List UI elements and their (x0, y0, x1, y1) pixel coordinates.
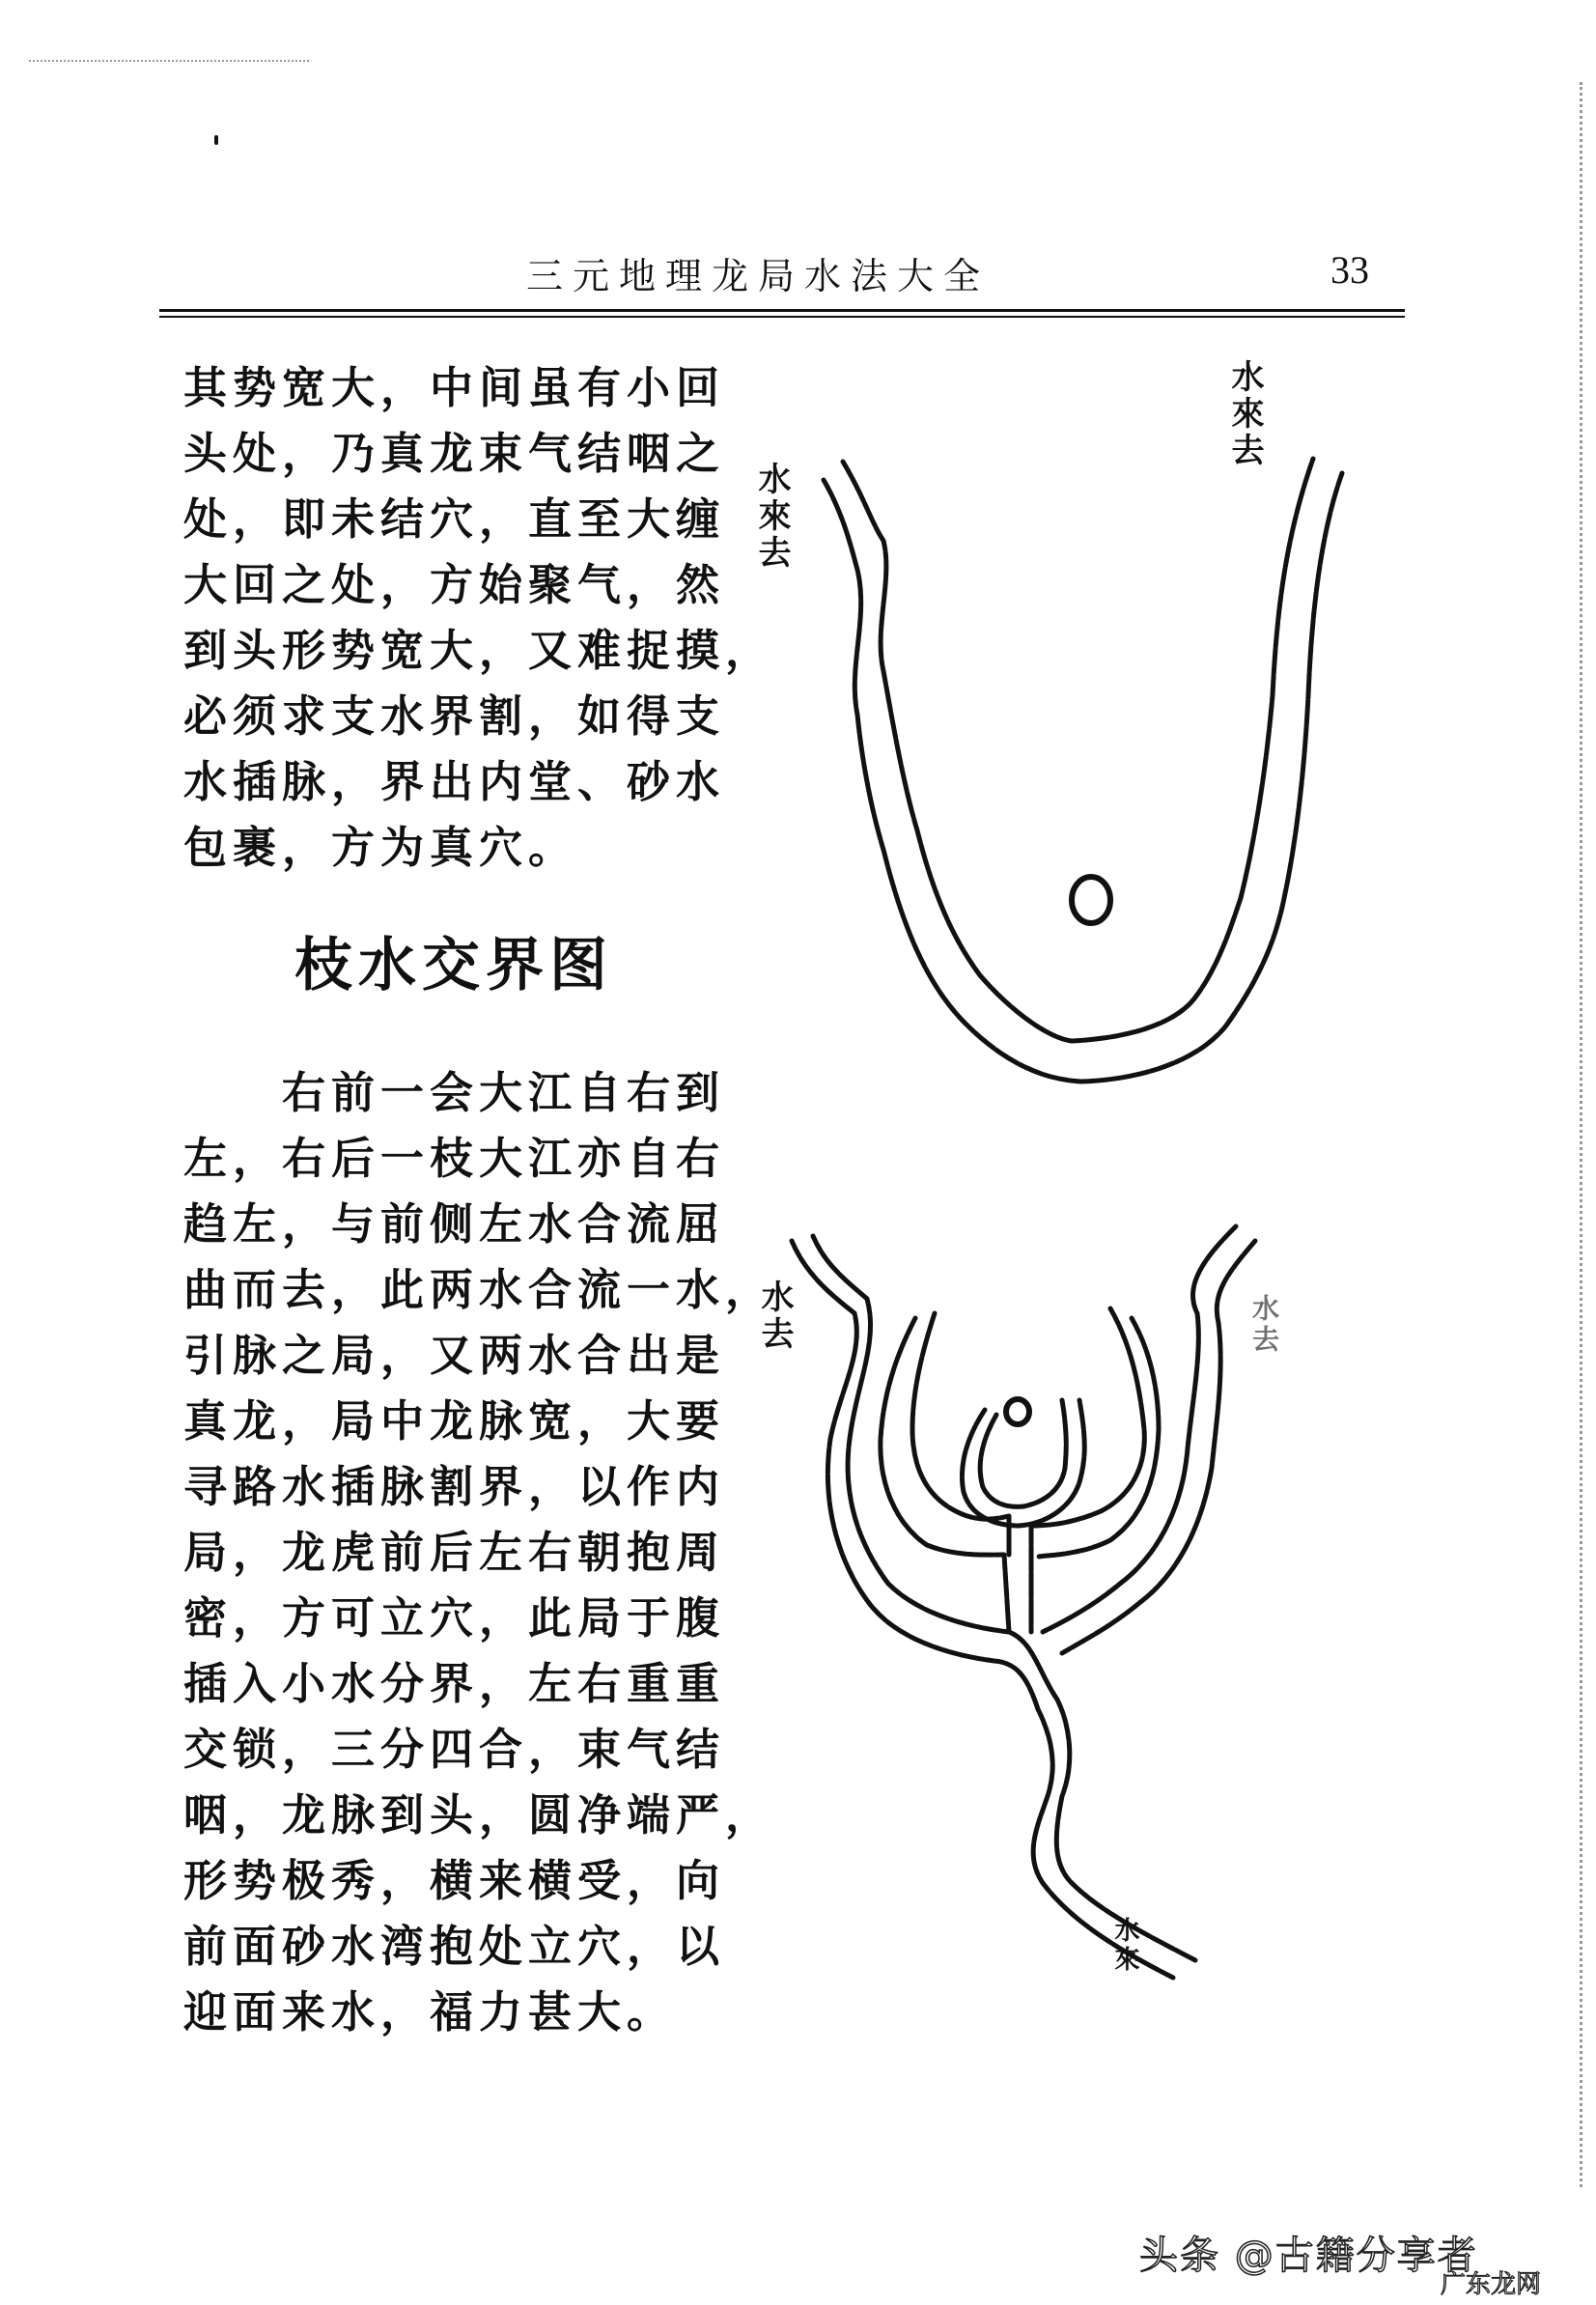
text-line: 其势宽大，中间虽有小回 (183, 362, 726, 413)
text-line: 左，右后一枝大江亦自右 (183, 1133, 726, 1184)
text-line: 大回之处，方始聚气，然 (183, 559, 726, 610)
running-title: 三元地理龙局水法大全 (526, 255, 991, 297)
text-line: 趋左，与前侧左水合流屈 (183, 1198, 726, 1250)
watermark: 头条 @古籍分享者 (1139, 2234, 1478, 2278)
text-line: 水插脉，界出内堂、砂水 (183, 756, 726, 807)
text-line: 前面砂水湾抱处立穴，以 (183, 1921, 726, 1972)
diagram-2-circle-icon (1008, 1402, 1027, 1421)
diagram-2-label-right: 水去 (1248, 1294, 1280, 1356)
page-number: 33 (1330, 248, 1369, 292)
text-line: 真龙，局中龙脉宽，大要 (183, 1395, 726, 1447)
text-line: 处，即未结穴，直至大缠 (183, 493, 726, 545)
text-line: 寻路水插脉割界，以作内 (183, 1461, 726, 1512)
text-line: 交锁，三分四合，束气结 (183, 1724, 726, 1775)
text-line: 形势极秀，横来横受，向 (183, 1855, 726, 1906)
text-line: 曲而去，此两水合流一水， (183, 1264, 775, 1315)
text-line: 到头形势宽大，又难捉摸， (183, 625, 775, 676)
text-line: 咽，龙脉到头，圆净端严， (183, 1789, 775, 1841)
diagram-2-label-bottom: 水來 (1110, 1917, 1139, 1975)
text-line: 右前一会大江自右到 (183, 1067, 726, 1118)
text-line: 密，方可立穴，此局于腹 (183, 1592, 726, 1644)
text-line: 局，龙虎前后左右朝抱周 (183, 1527, 726, 1578)
text-line: 迎面来水，福力甚大。 (183, 1986, 677, 2038)
watermark-site: 广东龙网 (1441, 2270, 1542, 2299)
text-line: 必须求支水界割，如得支 (183, 690, 726, 742)
text-line: 插入小水分界，左右重重 (183, 1658, 726, 1709)
text-line: 引脉之局，又两水合出是 (183, 1330, 726, 1381)
section-heading: 枝水交界图 (294, 932, 613, 999)
diagram-2-label-left: 水去 (755, 1279, 794, 1353)
diagram-1-label-left: 水來去 (752, 462, 791, 572)
text-line: 头处，乃真龙束气结咽之 (183, 428, 726, 479)
diagram-1-label-right: 水來去 (1225, 359, 1264, 469)
text-line: 包裹，方为真穴。 (183, 822, 578, 873)
